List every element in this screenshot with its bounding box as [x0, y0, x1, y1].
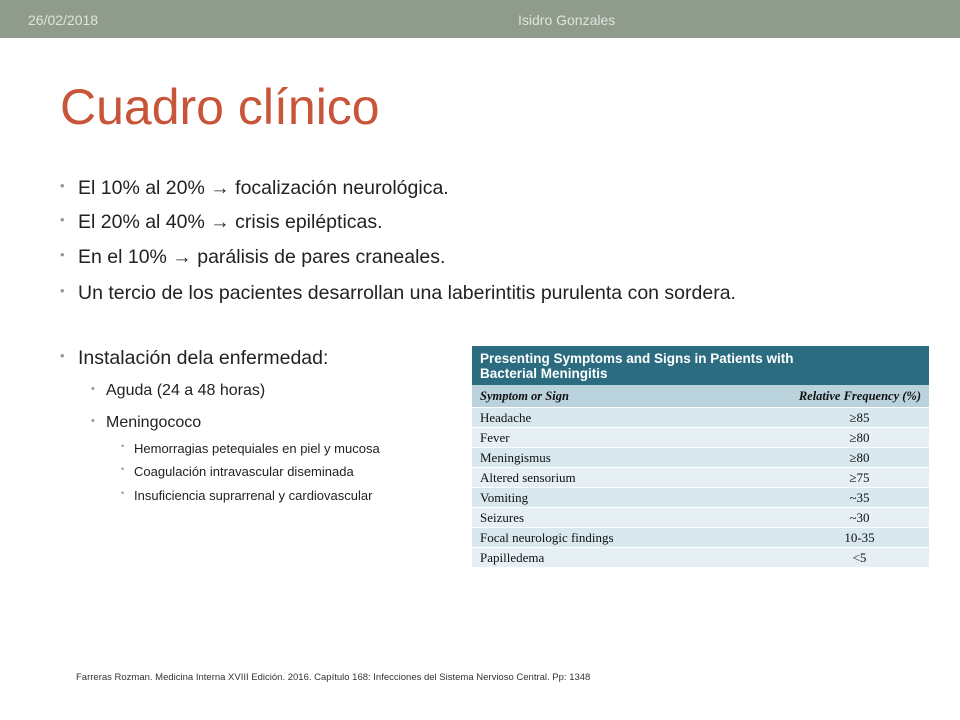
- sub-bullet-item: • Aguda (24 a 48 horas): [106, 382, 265, 400]
- table-body: [472, 407, 929, 567]
- sub-bullet-item: • Meningococo: [106, 414, 201, 432]
- frequency-cell: ~35: [849, 489, 870, 505]
- frequency-cell: ≥75: [849, 469, 870, 485]
- symptom-cell: Focal neurologic findings: [480, 529, 614, 545]
- table-title-line: Bacterial Meningitis: [480, 366, 608, 381]
- frequency-cell: ≥80: [849, 449, 870, 465]
- frequency-cell: ≥85: [849, 409, 870, 425]
- table-title: [472, 346, 929, 383]
- subsub-bullet-item: • Insuficiencia suprarrenal y cardiovascular: [134, 488, 372, 503]
- column-header-symptom: Symptom or Sign: [480, 388, 569, 403]
- column-header-frequency: Relative Frequency (%): [798, 388, 921, 403]
- table-row: [472, 507, 929, 527]
- frequency-cell: 10-35: [844, 529, 875, 545]
- section-label: • Instalación dela enfermedad:: [78, 347, 328, 370]
- bullet-item: • El 20% al 40% → crisis epilépticas.: [78, 211, 383, 234]
- table-row: [472, 487, 929, 507]
- subsub-bullet-item: • Coagulación intravascular diseminada: [134, 464, 354, 479]
- slide-title: Cuadro clínico: [60, 79, 380, 135]
- symptom-cell: Altered sensorium: [480, 469, 576, 485]
- symptoms-table: [472, 346, 929, 565]
- slide-date: 26/02/2018: [28, 12, 99, 28]
- symptom-cell: Meningismus: [480, 449, 551, 465]
- frequency-cell: ≥80: [849, 429, 870, 445]
- slide-header-bar: [0, 0, 960, 38]
- table-header-row: [472, 383, 929, 407]
- table-row: [472, 527, 929, 547]
- bullet-item: • En el 10% → parálisis de pares craneales.: [78, 246, 445, 269]
- frequency-cell: ~30: [849, 509, 870, 525]
- table-row: [472, 407, 929, 427]
- table-row: [472, 547, 929, 567]
- symptom-cell: Papilledema: [480, 549, 545, 565]
- frequency-cell: <5: [852, 549, 867, 565]
- table-row: [472, 447, 929, 467]
- table-title-line: Presenting Symptoms and Signs in Patients with: [480, 351, 794, 366]
- table-row: [472, 427, 929, 447]
- table-row: [472, 467, 929, 487]
- symptom-cell: Fever: [480, 429, 510, 445]
- slide-author: Isidro Gonzales: [518, 12, 616, 28]
- symptom-cell: Seizures: [480, 509, 525, 525]
- symptom-cell: Headache: [480, 409, 532, 425]
- subsub-bullet-item: • Hemorragias petequiales en piel y mucosa: [134, 441, 380, 456]
- bullet-item: • Un tercio de los pacientes desarrollan una laberintitis purulenta con sordera.: [78, 282, 736, 305]
- symptom-cell: Vomiting: [480, 489, 529, 505]
- bullet-item: • El 10% al 20% → focalización neurológica.: [78, 177, 449, 200]
- citation-footer: Farreras Rozman. Medicina Interna XVIII Edición. 2016. Capítulo 168: Infecciones del Sistema Nervioso Central. Pp: 1348: [76, 672, 591, 683]
